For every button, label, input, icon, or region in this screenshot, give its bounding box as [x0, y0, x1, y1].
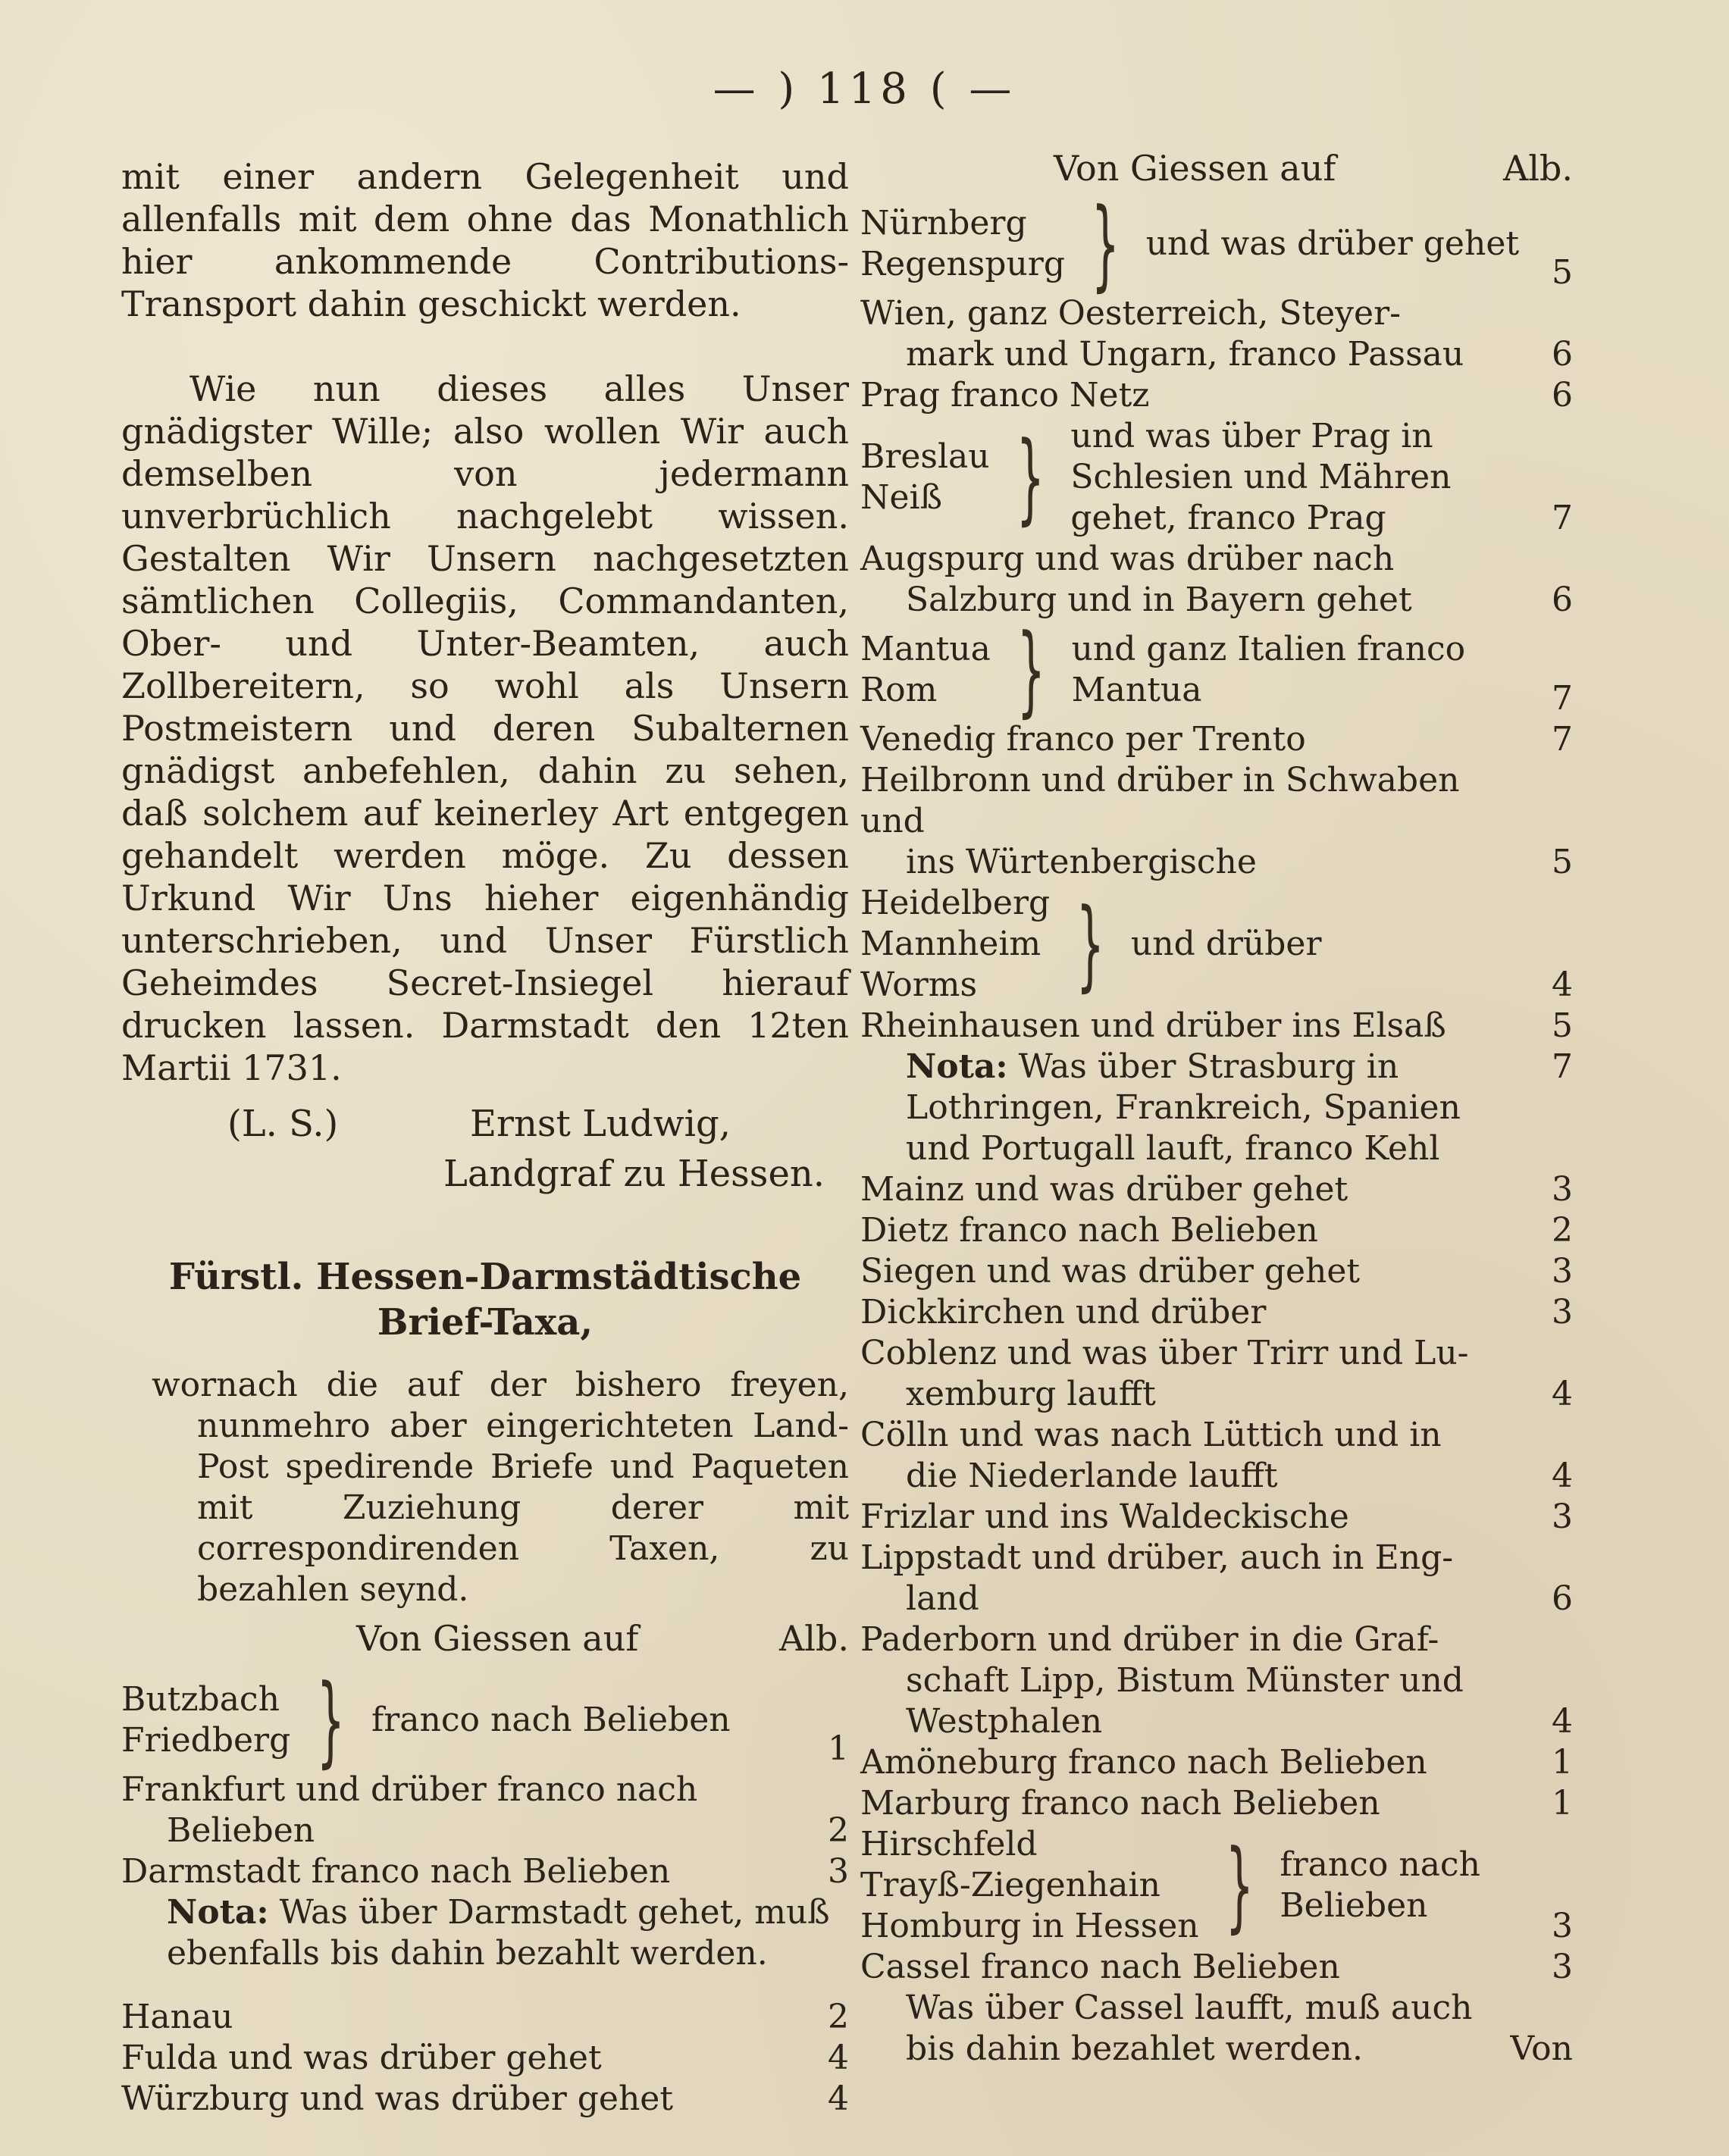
nota-text-wrap [860, 1047, 1520, 1169]
right-column [860, 148, 1573, 2070]
tariff-value: 3 [1552, 1252, 1573, 1291]
tariff-value: 4 [1552, 965, 1573, 1004]
brace-icon: } [316, 1663, 346, 1778]
tariff-row [860, 760, 1573, 842]
tariff-row [860, 539, 1573, 580]
group-text: und was drüber gehet [1145, 224, 1520, 263]
brace-icon: } [1091, 186, 1120, 302]
group-places [860, 437, 990, 518]
tariff-text: land [906, 1579, 979, 1618]
tariff-row [860, 1006, 1573, 1047]
tariff-value: 2 [828, 1811, 849, 1850]
tariff-row [860, 1538, 1573, 1579]
closing-note-text: Was über Cassel laufft, muß auch bis dahin bezahlet werden. [906, 1989, 1473, 2068]
tariff-row [121, 2038, 849, 2079]
tariff-value: 4 [1552, 1702, 1573, 1741]
tariff-text: Heilbronn und drüber in Schwaben und [860, 761, 1460, 840]
tariff-row [860, 1701, 1573, 1742]
tariff-value: 3 [1552, 1948, 1573, 1986]
tariff-row [121, 1851, 849, 1892]
tariff-row [860, 1783, 1573, 1824]
tariff-value: 7 [1552, 1047, 1573, 1086]
nota-text: Was über Darmstadt gehet, muß ebenfalls bis dahin bezahlt werden. [167, 1893, 830, 1973]
left-column [121, 155, 849, 2120]
tariff-value: 2 [828, 1998, 849, 2036]
tariff-text: ins Würtenbergische [906, 843, 1257, 881]
tariff-row [860, 1292, 1573, 1333]
tariff-text: Paderborn und drüber in die Graf- [860, 1620, 1439, 1659]
tariff-row [860, 842, 1573, 883]
tariff-value: 3 [828, 1852, 849, 1891]
tariff-text: Amöneburg franco nach Belieben [860, 1743, 1427, 1782]
tariff-row [860, 293, 1573, 334]
catchword: Von [1510, 2029, 1573, 2068]
tariff-value: 7 [1552, 499, 1573, 537]
tariff-text: Augspurg und was drüber nach [860, 540, 1395, 578]
tariff-row [860, 719, 1573, 760]
nota-label: Nota: [906, 1047, 1008, 1086]
column-unit: Alb. [1503, 148, 1573, 189]
tariff-group [860, 186, 1573, 302]
tariff-intro: wornach die auf der bishero freyen, nunmehro aber eingerichteten Land-Post spedirende Briefe und Paqueten mit Zuziehung derer mit correspondirenden Taxen, zu bezahlen seynd. [152, 1366, 849, 1609]
place: Friedberg [121, 1721, 291, 1760]
tariff-value: 5 [1552, 843, 1573, 881]
tariff-group [860, 883, 1573, 1006]
tariff-text: Belieben [167, 1811, 315, 1850]
tariff-value: 3 [1552, 1497, 1573, 1536]
tariff-text: Cassel franco nach Belieben [860, 1948, 1340, 1986]
tariff-row [860, 1333, 1573, 1374]
left-table-header [121, 1618, 849, 1671]
tariff-row [860, 1742, 1573, 1783]
tariff-value: 6 [1552, 1579, 1573, 1618]
tariff-text: Frizlar und ins Waldeckische [860, 1497, 1349, 1536]
tariff-value: 1 [1552, 1743, 1573, 1782]
tariff-value: 6 [1552, 376, 1573, 415]
tariff-text: Lippstadt und drüber, auch in Eng- [860, 1538, 1454, 1577]
page-header: — ) 118 ( — [713, 64, 1016, 114]
tariff-value: 3 [1552, 1907, 1573, 1945]
place: Heidelberg [860, 884, 1051, 922]
tariff-value: 4 [1552, 1457, 1573, 1495]
group-text: und was über Prag in Schlesien und Mähren gehet, franco Prag [1070, 417, 1452, 537]
group-text: franco nach Belieben [1280, 1845, 1480, 1925]
tariff-row [860, 375, 1573, 416]
place: Butzbach [121, 1680, 280, 1719]
tariff-text: Dietz franco nach Belieben [860, 1211, 1318, 1250]
tariff-row [860, 1210, 1573, 1251]
tariff-group [121, 1663, 849, 1778]
tariff-value: 3 [1552, 1293, 1573, 1331]
tariff-row [121, 2079, 849, 2120]
group-places [860, 629, 991, 711]
closing-note [860, 1988, 1573, 2070]
tariff-text: die Niederlande laufft [906, 1457, 1278, 1495]
tariff-text: xemburg laufft [906, 1375, 1156, 1413]
tariff-row [121, 1770, 849, 1810]
tariff-value: 6 [1552, 580, 1573, 619]
column-unit: Alb. [779, 1618, 849, 1659]
tariff-text: Prag franco Netz [860, 376, 1150, 415]
tariff-value: 6 [1552, 335, 1573, 374]
tariff-value: 1 [828, 1729, 849, 1768]
tariff-row [860, 1947, 1573, 1988]
tariff-text: Hanau [121, 1998, 233, 2036]
brace-icon: } [1225, 1828, 1254, 1943]
place: Rom [860, 671, 938, 709]
tariff-heading: Fürstl. Hessen-Darmstädtische Brief-Taxa, [168, 1256, 802, 1344]
tariff-value: 7 [1552, 679, 1573, 718]
signer-title: Landgraf zu Hessen. [443, 1153, 825, 1195]
place: Worms [860, 965, 978, 1004]
tariff-text: Venedig franco per Trento [860, 720, 1306, 759]
signer-name: Ernst Ludwig, [470, 1103, 731, 1145]
group-places [860, 1824, 1199, 1947]
place: Mannheim [860, 925, 1041, 963]
tariff-value: 7 [1552, 720, 1573, 759]
column-title: Von Giessen auf [1054, 148, 1336, 189]
tariff-text: Rheinhausen und drüber ins Elsaß [860, 1006, 1446, 1045]
right-table-header [860, 148, 1573, 195]
tariff-text: Siegen und was drüber gehet [860, 1252, 1361, 1291]
tariff-text: Fulda und was drüber gehet [121, 2039, 602, 2077]
tariff-value: 5 [1552, 253, 1573, 292]
tariff-row [860, 334, 1573, 375]
tariff-text: Salzburg und in Bayern gehet [906, 580, 1412, 619]
group-places [121, 1679, 290, 1761]
tariff-row [860, 580, 1573, 621]
nota-text: Was über Strasburg in Lothringen, Frankreich, Spanien und Portugall lauft, franco Kehl [906, 1047, 1461, 1168]
column-title: Von Giessen auf [356, 1618, 639, 1659]
tariff-text: Mainz und was drüber gehet [860, 1170, 1348, 1209]
paragraph-decree: Wie nun dieses alles Unser gnädigster Wille; also wollen Wir auch demselben von jedermann unverbrüchlich nachgelebt wissen. Gestalten Wir Unsern nachgesetzten sämtlichen Collegiis, Commandanten, Ober- und Unter-Beamten, auch Zollbereitern, so wohl als Unsern Postmeistern und deren Subalternen gnädigst anbefehlen, dahin zu sehen, daß solchem auf keinerley Art entgegen gehandelt werden möge. Zu dessen Urkund Wir Uns hieher eigenhändig unterschrieben, und Unser Fürstlich Geheimdes Secret-Insiegel hierauf drucken lassen. Darmstadt den 12ten Martii 1731. [121, 368, 849, 1088]
tariff-row [860, 1456, 1573, 1497]
tariff-row [860, 1660, 1573, 1701]
tariff-row [860, 1579, 1573, 1619]
place: Neiß [860, 478, 943, 517]
place: Mantua [860, 630, 991, 668]
group-text: franco nach Belieben [371, 1701, 731, 1739]
tariff-text: Dickkirchen und drüber [860, 1293, 1267, 1331]
tariff-value: 4 [1552, 1375, 1573, 1413]
tariff-row [860, 1169, 1573, 1210]
brace-icon: } [1016, 612, 1045, 728]
group-places [860, 883, 1050, 1006]
tariff-text: Würzburg und was drüber gehet [121, 2079, 673, 2118]
tariff-value: 4 [828, 2079, 849, 2118]
tariff-text: Westphalen [906, 1702, 1103, 1741]
tariff-text: Frankfurt und drüber franco nach [121, 1770, 698, 1809]
place: Regenspurg [860, 245, 1065, 283]
tariff-row [860, 1619, 1573, 1660]
seal-mark: (L. S.) [227, 1103, 339, 1145]
tariff-text: Cölln und was nach Lüttich und in [860, 1416, 1442, 1454]
group-text: und drüber [1130, 925, 1322, 963]
tariff-value: 3 [1552, 1170, 1573, 1209]
nota [121, 1892, 849, 1974]
nota [860, 1047, 1573, 1169]
paragraph-continuation: mit einer andern Gelegenheit und allenfalls mit dem ohne das Monathlich hier ankommende Contributions-Transport dahin geschickt werden. [121, 156, 849, 324]
tariff-value: 4 [828, 2039, 849, 2077]
tariff-row [860, 1251, 1573, 1292]
tariff-value: 1 [1552, 1784, 1573, 1823]
group-places [860, 203, 1065, 285]
tariff-row [121, 1997, 849, 2038]
group-text: und ganz Italien franco Mantua [1071, 630, 1466, 709]
tariff-text: Coblenz und was über Trirr und Lu- [860, 1334, 1469, 1372]
signature-block [121, 1103, 849, 1201]
place: Hirschfeld [860, 1825, 1038, 1863]
tariff-row [860, 1374, 1573, 1415]
place: Nürnberg [860, 204, 1027, 243]
tariff-group [860, 612, 1573, 728]
tariff-row [860, 1497, 1573, 1538]
place: Breslau [860, 437, 990, 476]
tariff-value: 5 [1552, 1006, 1573, 1045]
tariff-text: Wien, ganz Oesterreich, Steyer- [860, 294, 1401, 333]
brace-icon: } [1076, 887, 1105, 1002]
place: Homburg in Hessen [860, 1907, 1199, 1945]
tariff-text: schaft Lipp, Bistum Münster und [906, 1661, 1464, 1700]
tariff-text: mark und Ungarn, franco Passau [906, 335, 1464, 374]
tariff-row [860, 1415, 1573, 1456]
tariff-row [121, 1810, 849, 1851]
tariff-text: Darmstadt franco nach Belieben [121, 1852, 671, 1891]
tariff-group [860, 416, 1573, 539]
brace-icon: } [1016, 420, 1045, 535]
tariff-group [860, 1824, 1573, 1947]
tariff-text: Marburg franco nach Belieben [860, 1784, 1380, 1823]
nota-label: Nota: [167, 1893, 269, 1932]
place: Trayß-Ziegenhain [860, 1866, 1160, 1904]
tariff-value: 2 [1552, 1211, 1573, 1250]
